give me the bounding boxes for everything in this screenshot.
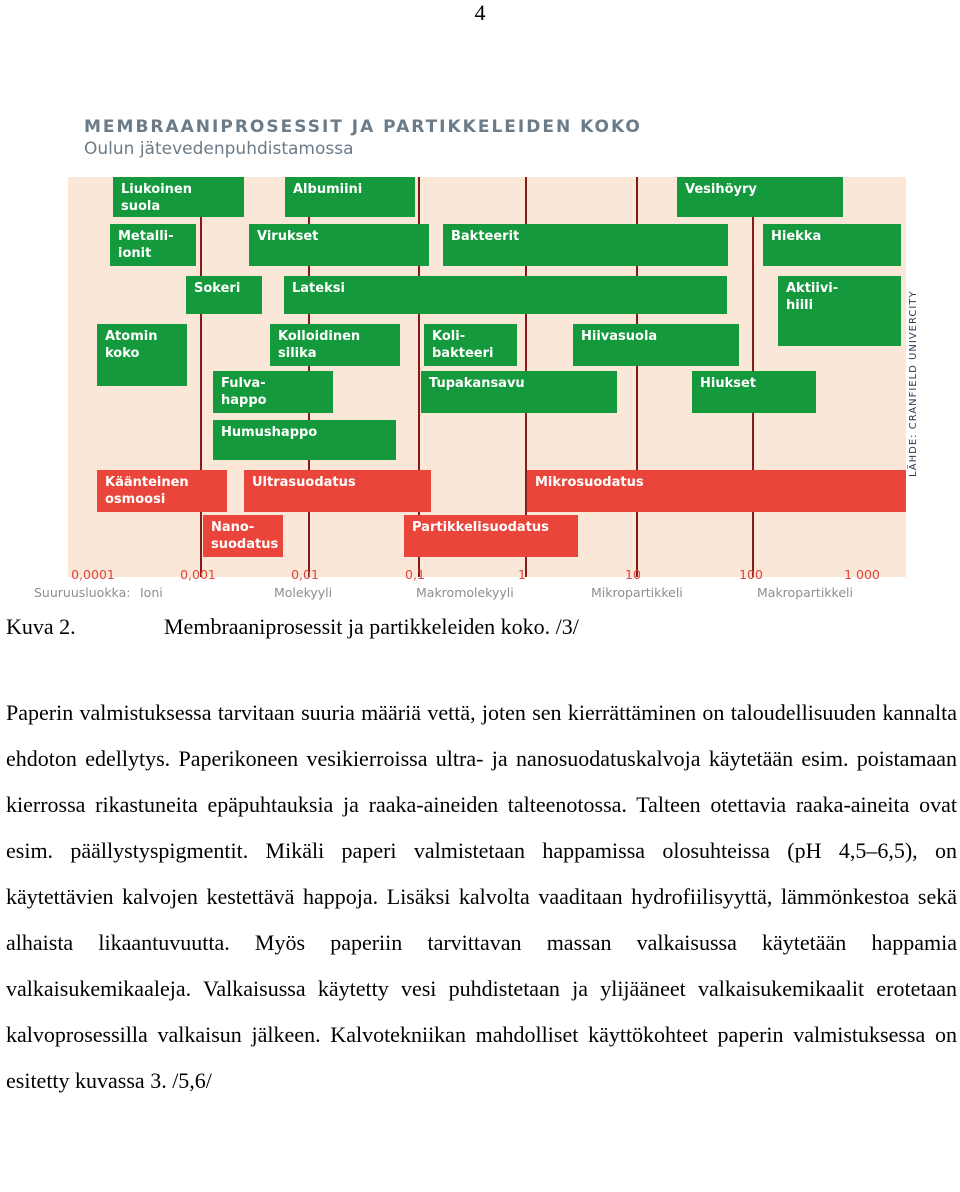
scale-tick: 0,1 (405, 567, 425, 582)
size-class: Makropartikkeli (757, 585, 853, 600)
figure-subtitle: Oulun jätevedenpuhdistamossa (84, 139, 354, 159)
caption-text: Membraaniprosessit ja partikkeleiden koko. /3/ (164, 614, 579, 639)
box-aktiivihiili: Aktiivi- hiili (778, 276, 901, 346)
caption-label: Kuva 2. (6, 614, 76, 639)
box-bakteerit: Bakteerit (443, 224, 728, 266)
box-humushappo: Humushappo (213, 420, 396, 460)
body-paragraph: Paperin valmistuksessa tarvitaan suuria määriä vettä, joten sen kierrättäminen on taloudellisuuden kannalta ehdoton edellytys. Paperikoneen vesikierroissa ultra- ja nanosuodatuskalvoja käytetään esim. poistamaan kierrossa rikastuneita epäpuhtauksia ja raaka-aineiden talteenotossa. Talteen otettavia raaka-aineita ovat esim. päällystyspigmentit. Mikäli paperi valmistetaan happamissa olosuhteissa (pH 4,5–6,5), on käytettävien kalvojen kestettävä happoja. Lisäksi kalvolta vaaditaan hydrofiilisyyttä, lämmönkestoa sekä alhaista likaantuvuutta. Myös paperiin tarvittavan massan valkaisussa käytetään happamia valkaisukemikaaleja. Valkaisussa käytetty vesi puhdistetaan ja ylijääneet valkaisukemikaalit erotetaan kalvoprosessilla valkaisun jälkeen. Kalvotekniikan mahdolliset käyttökohteet paperin valmistuksessa on esitetty kuvassa 3. /5,6/ (6, 700, 957, 1093)
size-class: Ioni (140, 585, 163, 600)
box-lateksi: Lateksi (284, 276, 727, 314)
box-hiivasuola: Hiivasuola (573, 324, 739, 366)
divider-line (200, 177, 202, 577)
box-albumiini: Albumiini (285, 177, 415, 217)
figure-title: MEMBRAANIPROSESSIT JA PARTIKKELEIDEN KOKO (84, 117, 642, 137)
box-kaanteinen-osmoosi: Käänteinen osmoosi (97, 470, 227, 512)
scale-tick: 0,01 (291, 567, 319, 582)
size-class: Makromolekyyli (416, 585, 514, 600)
box-sokeri: Sokeri (186, 276, 262, 314)
box-ultrasuodatus: Ultrasuodatus (244, 470, 431, 512)
scale-tick: 0,0001 (71, 567, 115, 582)
box-partikkelisuodatus: Partikkelisuodatus (404, 515, 578, 557)
scale-tick: 1 000 (844, 567, 880, 582)
box-hiukset: Hiukset (692, 371, 816, 413)
box-virukset: Virukset (249, 224, 429, 266)
size-class: Mikropartikkeli (591, 585, 683, 600)
scale-tick: 100 (739, 567, 763, 582)
size-class: Molekyyli (274, 585, 333, 600)
box-liukoinen-suola: Liukoinen suola (113, 177, 244, 217)
box-kolloidinen-silika: Kolloidinen silika (270, 324, 400, 366)
scale-tick: 1 (518, 567, 526, 582)
box-mikrosuodatus: Mikrosuodatus (527, 470, 906, 512)
box-nanosuodatus: Nano- suodatus (203, 515, 283, 557)
page-number: 4 (474, 0, 486, 25)
box-atomin-koko: Atomin koko (97, 324, 187, 386)
scale-tick: 0,001 (180, 567, 216, 582)
box-hiekka: Hiekka (763, 224, 901, 266)
scale-tick: 10 (625, 567, 641, 582)
box-kolibakteeri: Koli- bakteeri (424, 324, 517, 366)
size-class-label: Suuruusluokka: (34, 585, 131, 600)
membrane-figure (0, 105, 960, 605)
box-tupakansavu: Tupakansavu (421, 371, 617, 413)
figure-caption (6, 614, 579, 640)
figure-source: LÄHDE: CRANFIELD UNIVERCITY (908, 290, 919, 477)
box-metalli-ionit: Metalli- ionit (110, 224, 196, 266)
box-vesihoyry: Vesihöyry (677, 177, 843, 217)
box-fulvahappo: Fulva- happo (213, 371, 333, 413)
